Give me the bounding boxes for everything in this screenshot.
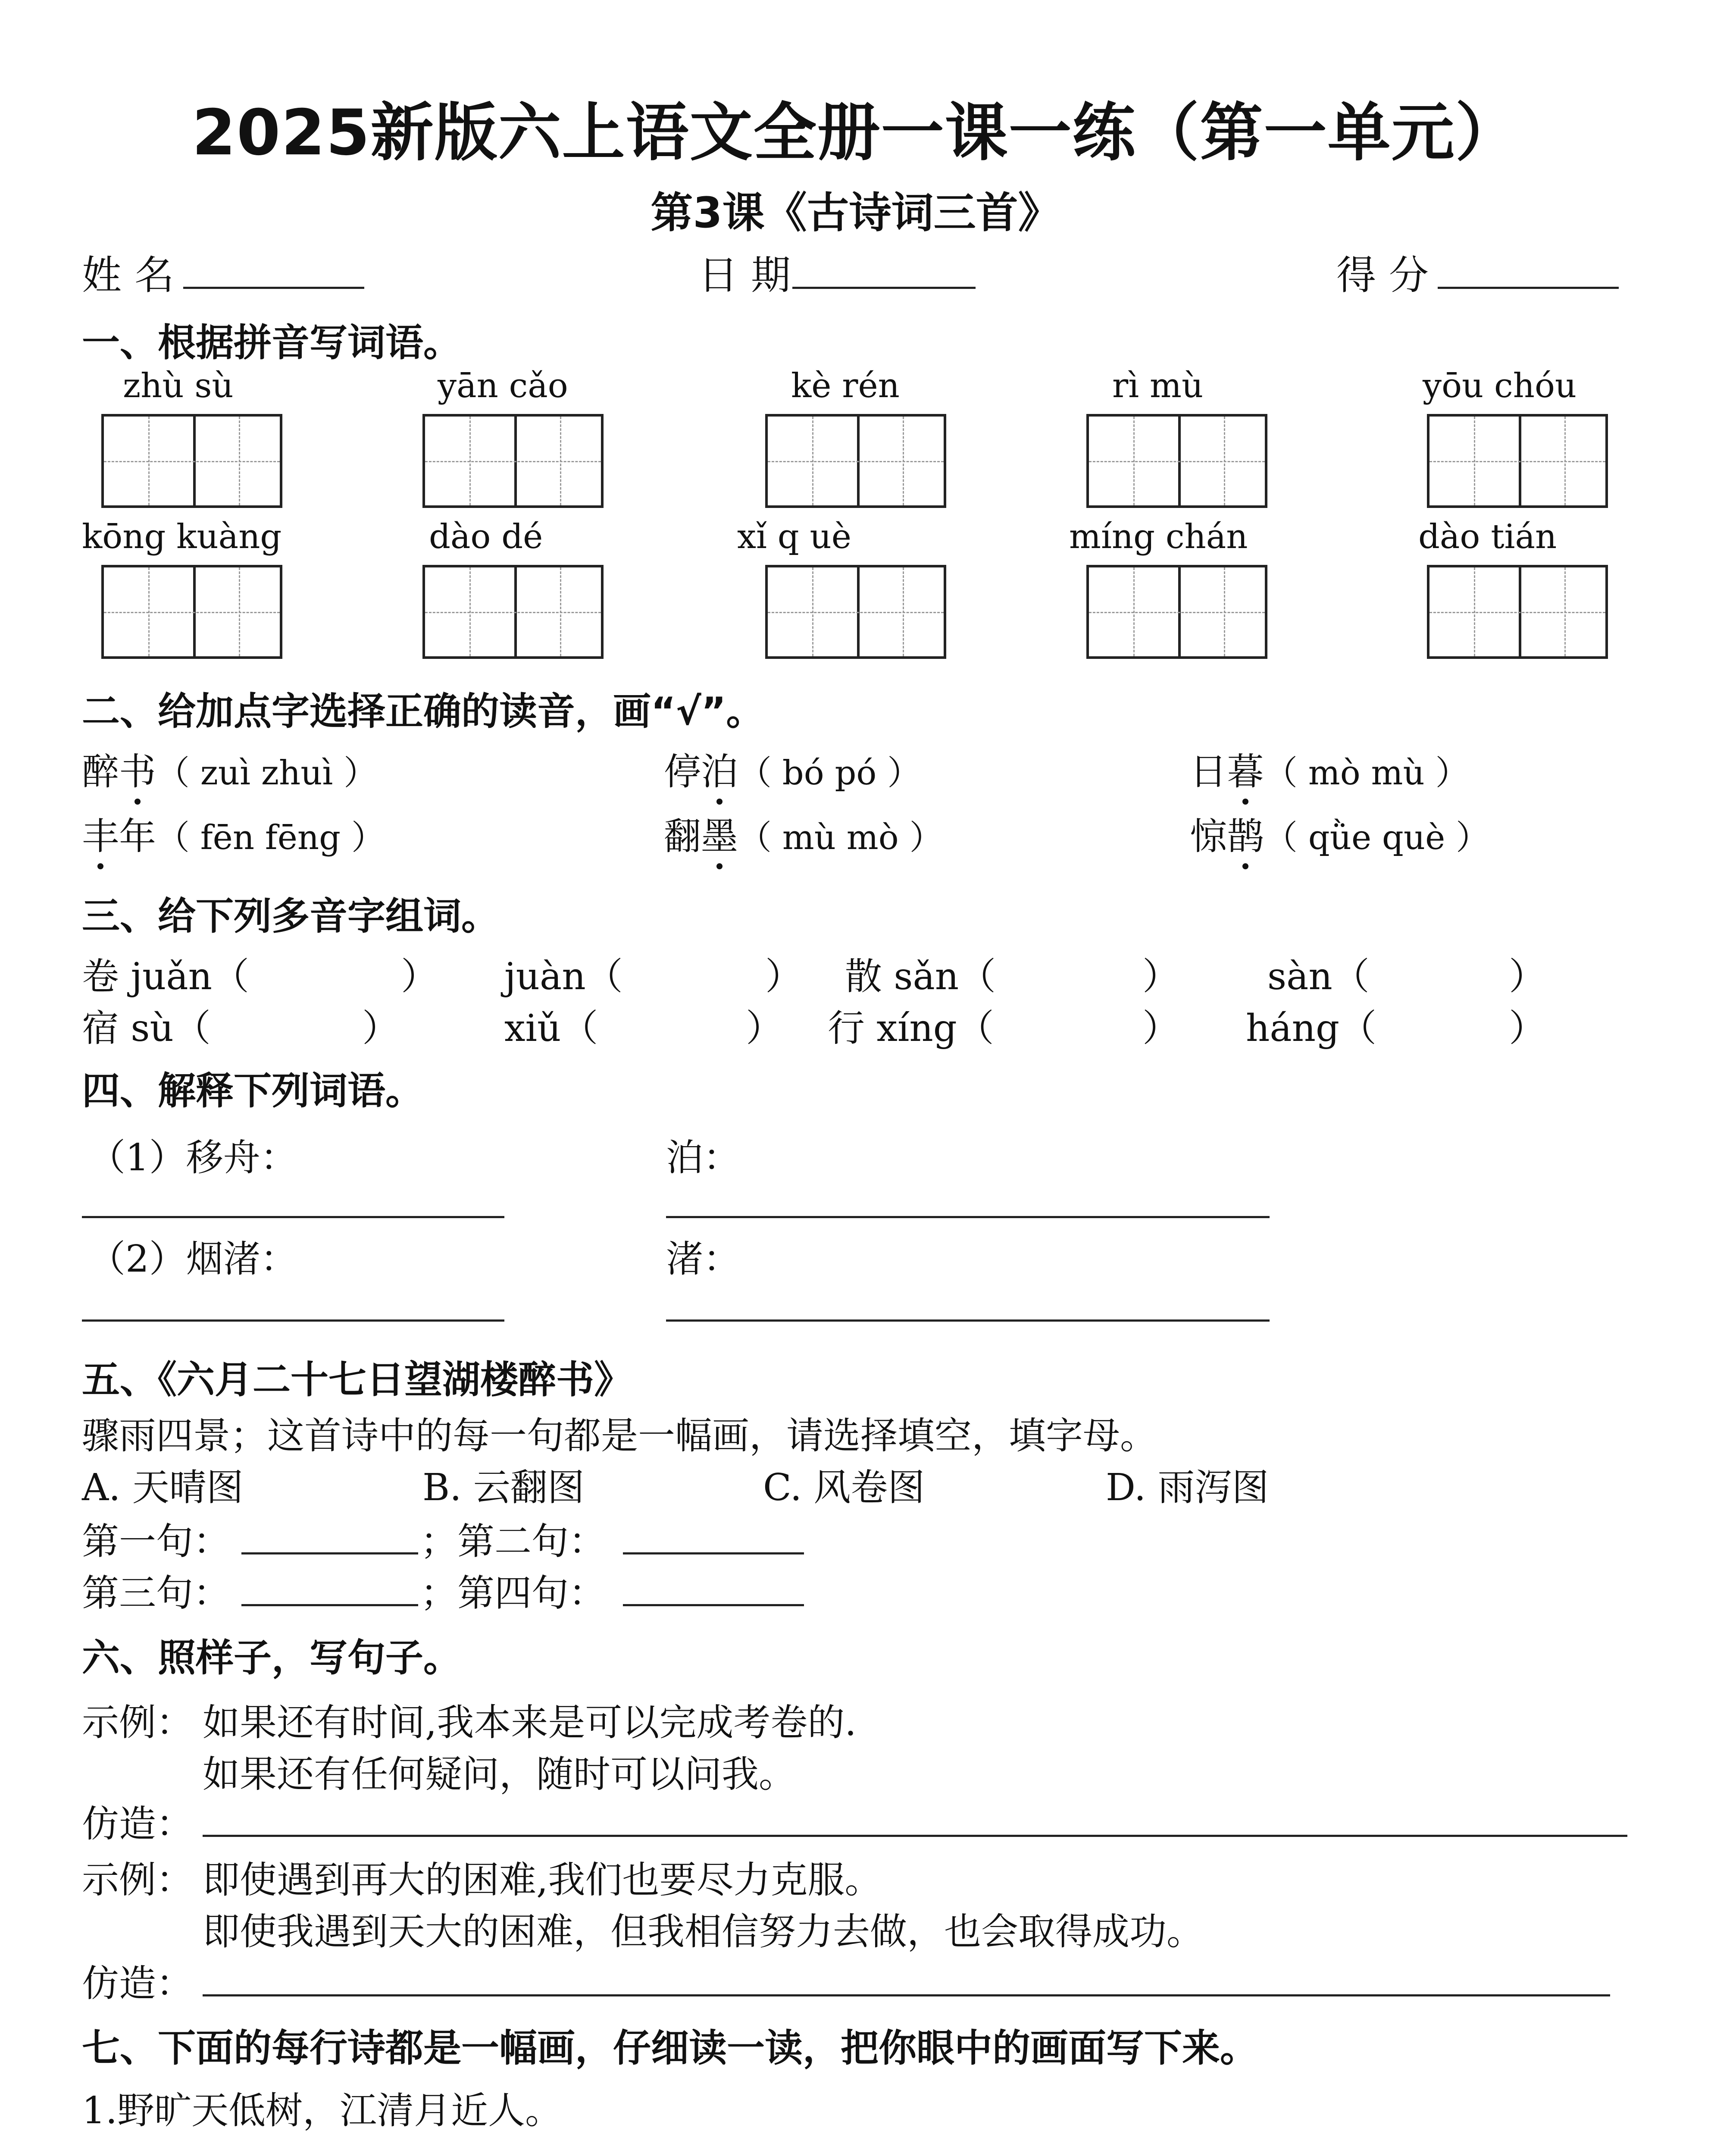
dotted-char: 丰 (82, 806, 119, 860)
example-label: 示例： (82, 1701, 193, 1744)
writing-grid[interactable] (765, 414, 946, 508)
term-prompt: 泊： (666, 1136, 740, 1179)
section-2-heading: 二、给加点字选择正确的读音，画“√”。 (82, 689, 764, 733)
dotted-char: 墨 (701, 806, 738, 860)
pinyin-label: xǐ q uè (737, 517, 851, 556)
reading-options: （ mò mù ） (1264, 754, 1469, 793)
option-a: A. 天晴图 (82, 1466, 244, 1509)
answer-line[interactable] (82, 1216, 504, 1218)
polyphone-close: ） (401, 955, 438, 998)
example-sentence: 即使遇到再大的困难,我们也要尽力克服。 (203, 1858, 882, 1902)
pinyin-label: zhù sù (123, 367, 234, 405)
section-7-heading: 七、下面的每行诗都是一幅画，仔细读一读，把你眼中的画面写下来。 (82, 2026, 1258, 2070)
example-label: 示例： (82, 1858, 193, 1902)
reading-options: （ bó pó ） (738, 754, 921, 793)
date-blank[interactable] (792, 287, 976, 289)
line-label: ；第二句： (420, 1520, 606, 1563)
page-title: 2025新版六上语文全册一课一练（第一单元） (192, 96, 1519, 169)
pinyin-label: rì mù (1112, 367, 1204, 405)
polyphone-close: ） (1142, 1007, 1179, 1050)
reading-choice-item[interactable]: 惊鹊（ qǜe què ） (1190, 806, 1489, 860)
section-4-heading: 四、解释下列词语。 (82, 1069, 424, 1113)
dotted-char: 泊 (701, 742, 738, 795)
polyphone-prompt: juàn（ (504, 955, 623, 998)
option-c: C. 风卷图 (763, 1466, 925, 1509)
writing-grid[interactable] (1427, 414, 1608, 508)
polyphone-prompt: xiǔ（ (504, 1007, 598, 1050)
term-prompt: （2）烟渚： (88, 1238, 297, 1281)
pinyin-label: dào tián (1418, 517, 1557, 556)
writing-grid[interactable] (101, 565, 282, 659)
reading-options: （ qǜe què ） (1264, 818, 1490, 857)
writing-grid[interactable] (101, 414, 282, 508)
section-6-heading: 六、照样子，写句子。 (82, 1636, 462, 1680)
term-prompt: （1）移舟： (88, 1136, 297, 1179)
date-label: 日期 (698, 252, 804, 298)
name-blank[interactable] (183, 287, 364, 289)
polyphone-close: ） (1142, 955, 1179, 998)
polyphone-close: ） (765, 955, 802, 998)
polyphone-close: ） (746, 1007, 783, 1050)
dotted-char: 书 (119, 742, 156, 795)
polyphone-prompt: háng（ (1246, 1007, 1377, 1050)
imitate-label: 仿造： (82, 1962, 193, 2005)
pinyin-label: yān cǎo (438, 367, 568, 405)
reading-choice-item[interactable]: 醉书（ zuì zhuì ） (82, 742, 377, 795)
score-label: 得分 (1336, 252, 1442, 298)
name-label: 姓名 (82, 252, 188, 298)
section-5-heading: 五、《六月二十七日望湖楼醉书》 (82, 1357, 632, 1402)
polyphone-prompt: 卷 juǎn（ (82, 955, 250, 998)
polyphone-prompt: 行 xíng（ (828, 1007, 994, 1050)
dotted-char: 暮 (1227, 742, 1264, 795)
writing-grid[interactable] (422, 414, 604, 508)
letter-blank[interactable] (623, 1552, 804, 1554)
pinyin-label: míng chán (1069, 517, 1248, 556)
section-3-heading: 三、给下列多音字组词。 (82, 894, 500, 938)
example-sentence: 如果还有任何疑问，随时可以问我。 (203, 1753, 796, 1796)
reading-choice-item[interactable]: 日暮（ mò mù ） (1190, 742, 1469, 795)
answer-line[interactable] (666, 1216, 1270, 1218)
imitate-label: 仿造： (82, 1802, 193, 1846)
polyphone-prompt: 散 sǎn（ (845, 955, 996, 998)
pinyin-label: yōu chóu (1423, 367, 1577, 405)
term-prompt: 渚： (666, 1238, 740, 1281)
reading-options: （ zuì zhuì ） (156, 754, 378, 793)
polyphone-close: ） (1509, 1007, 1546, 1050)
polyphone-close: ） (1509, 955, 1546, 998)
reading-options: （ mù mò ） (738, 818, 943, 857)
option-d: D. 雨泻图 (1106, 1466, 1269, 1509)
imitate-answer-line[interactable] (203, 1994, 1610, 1996)
letter-blank[interactable] (241, 1552, 418, 1554)
line-label: ；第四句： (420, 1572, 606, 1615)
line-label: 第一句： (82, 1520, 230, 1563)
dotted-char: 鹊 (1227, 806, 1264, 860)
reading-choice-item[interactable]: 翻墨（ mù mò ） (664, 806, 943, 860)
example-sentence: 如果还有时间,我本来是可以完成考卷的. (203, 1701, 857, 1744)
answer-line[interactable] (82, 1319, 504, 1322)
reading-options: （ fēn fēng ） (156, 818, 385, 857)
example-sentence: 即使我遇到天大的困难，但我相信努力去做，也会取得成功。 (203, 1910, 1204, 1953)
polyphone-close: ） (362, 1007, 399, 1050)
letter-blank[interactable] (623, 1604, 804, 1606)
writing-grid[interactable] (1086, 414, 1267, 508)
writing-grid[interactable] (422, 565, 604, 659)
lesson-subtitle: 第3课《古诗词三首》 (651, 188, 1060, 238)
pinyin-label: dào dé (429, 517, 543, 556)
polyphone-prompt: 宿 sù（ (82, 1007, 211, 1050)
writing-grid[interactable] (765, 565, 946, 659)
section-1-heading: 一、根据拼音写词语。 (82, 320, 462, 365)
writing-grid[interactable] (1086, 565, 1267, 659)
question-intro: 骤雨四景；这首诗中的每一句都是一幅画，请选择填空，填字母。 (82, 1414, 1157, 1457)
option-b: B. 云翻图 (422, 1466, 585, 1509)
writing-grid[interactable] (1427, 565, 1608, 659)
pinyin-label: kōng kuàng (82, 517, 282, 556)
letter-blank[interactable] (241, 1604, 418, 1606)
reading-choice-item[interactable]: 停泊（ bó pó ） (664, 742, 921, 795)
reading-choice-item[interactable]: 丰年（ fēn fēng ） (82, 806, 385, 860)
imitate-answer-line[interactable] (203, 1835, 1627, 1837)
polyphone-prompt: sàn（ (1267, 955, 1370, 998)
poem-line: 1.野旷天低树，江清月近人。 (82, 2089, 563, 2132)
pinyin-label: kè rén (791, 367, 900, 405)
score-blank[interactable] (1438, 287, 1619, 289)
line-label: 第三句： (82, 1572, 230, 1615)
answer-line[interactable] (666, 1319, 1270, 1322)
